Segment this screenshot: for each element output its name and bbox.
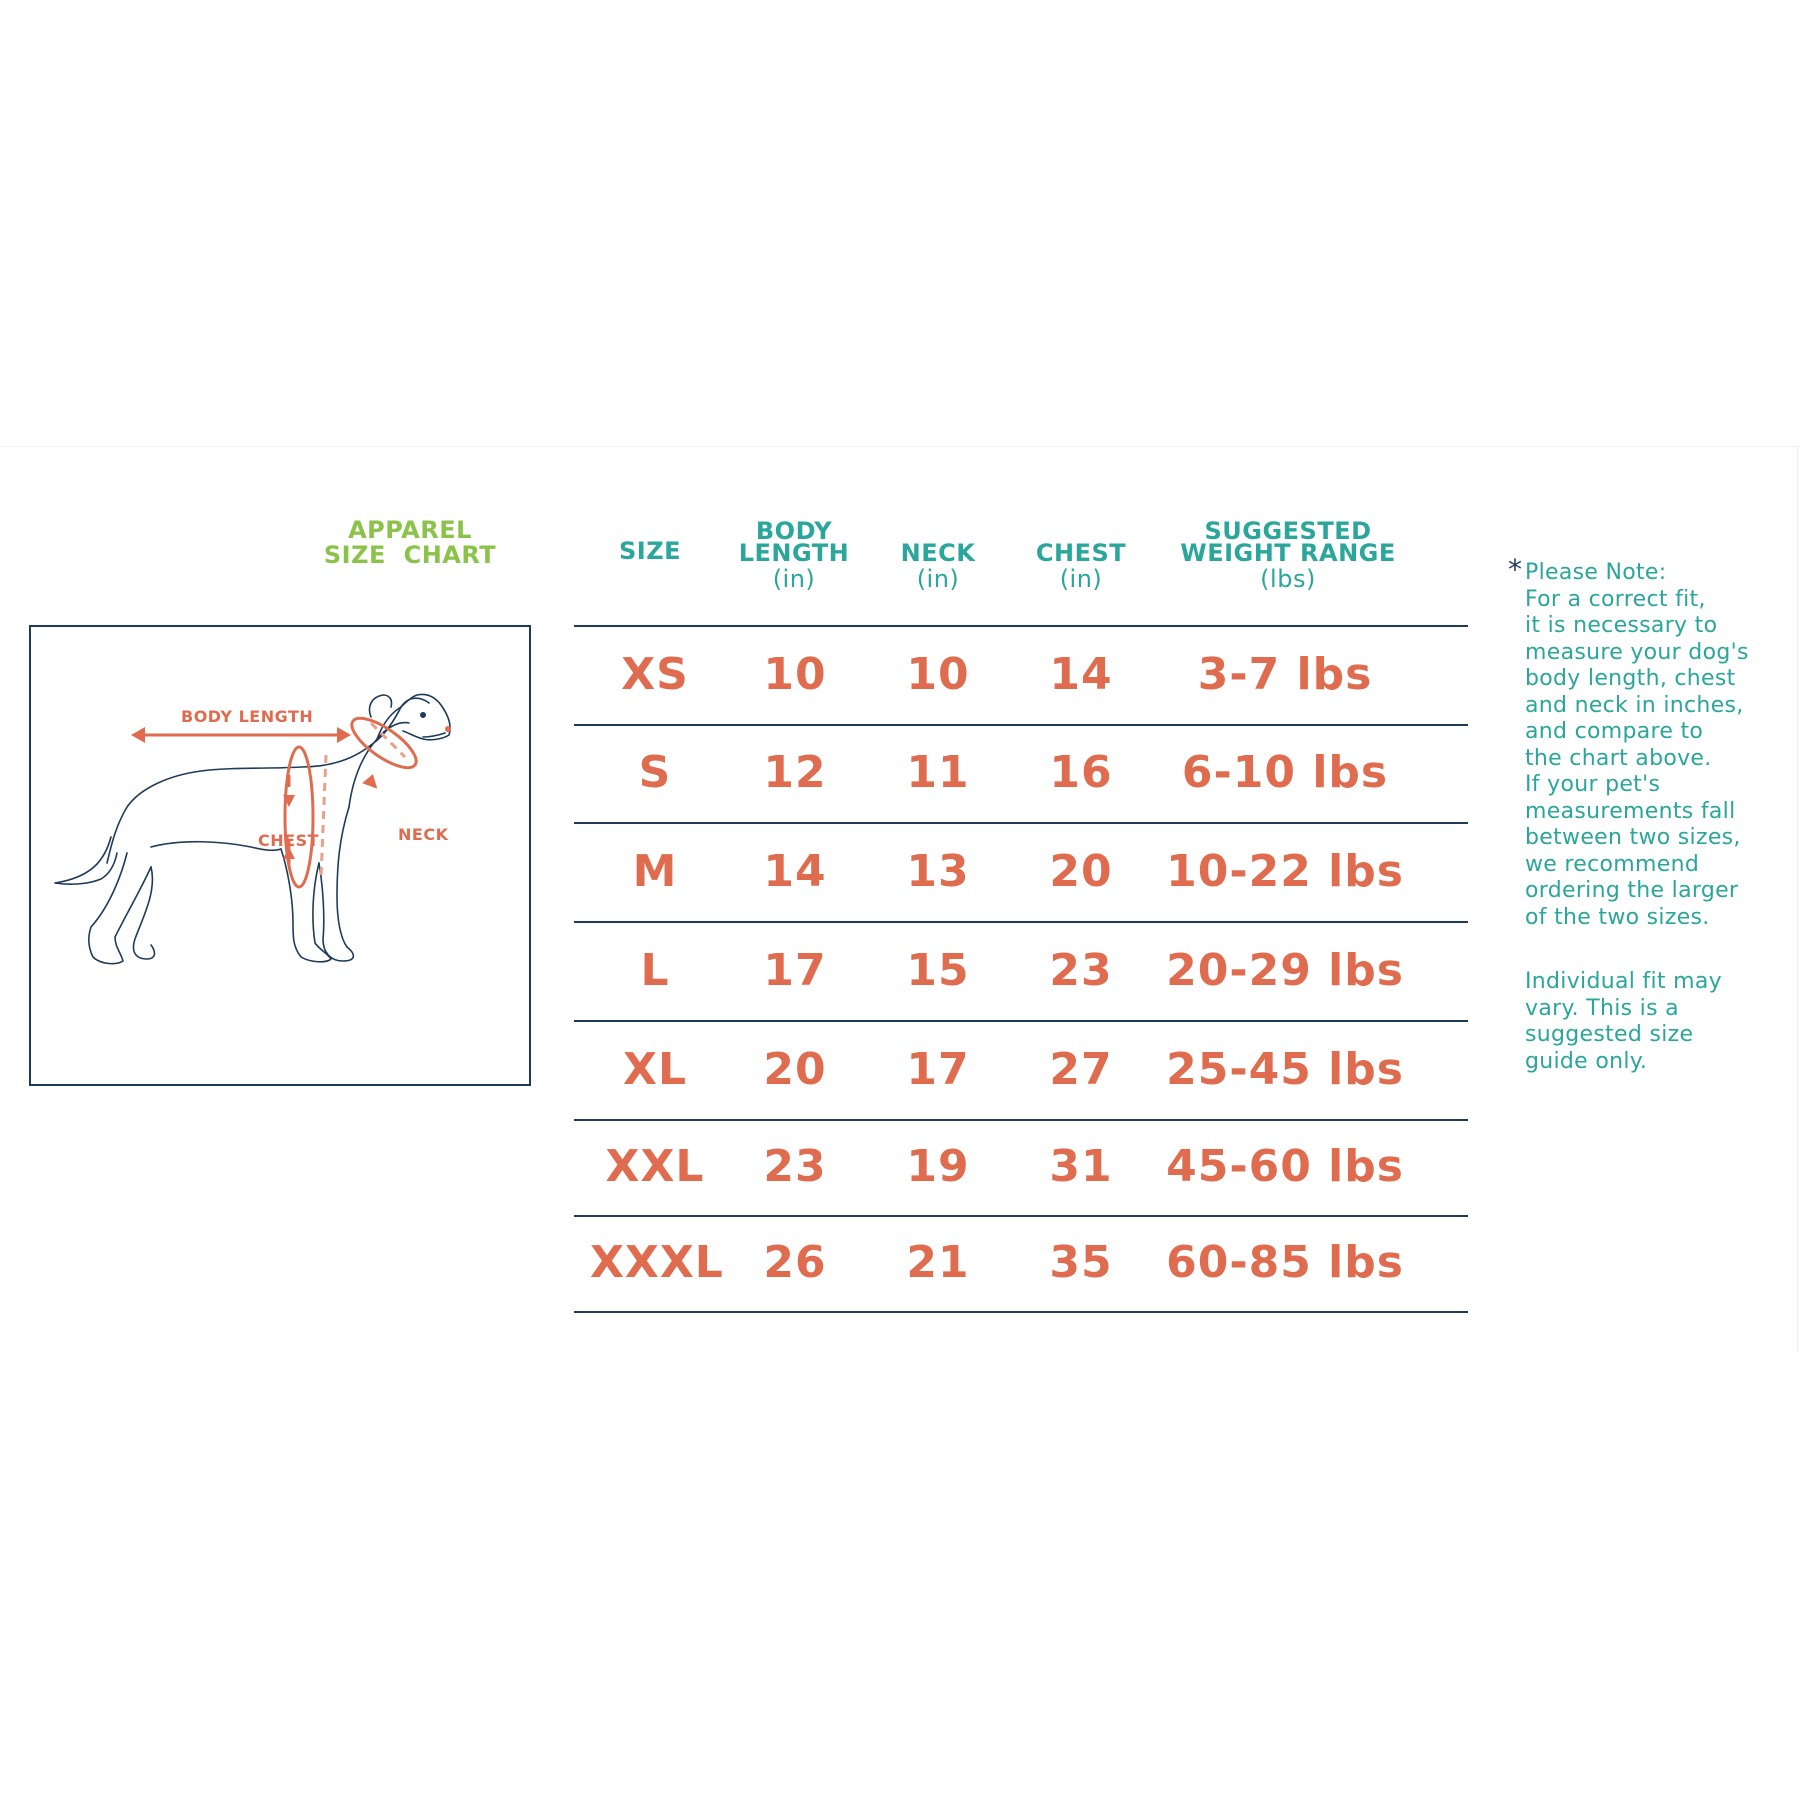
- cell-body-length: 17: [763, 944, 827, 996]
- apparel-title-line-1: APPAREL: [348, 516, 472, 544]
- cell-size: XXL: [605, 1141, 705, 1192]
- note-line: measurements fall: [1525, 798, 1736, 824]
- cell-body-length: 12: [763, 747, 827, 798]
- note-line: the chart above.: [1525, 745, 1712, 771]
- cell-weight: 6-10 lbs: [1181, 747, 1389, 798]
- cell-neck: 17: [906, 1043, 970, 1095]
- cell-body-length: 26: [763, 1237, 827, 1288]
- cell-body-length: 14: [763, 845, 827, 897]
- chest-loop: [283, 747, 313, 887]
- apparel-title-line-2: SIZE CHART: [323, 541, 497, 569]
- disclaimer-line: suggested size: [1525, 1022, 1694, 1047]
- note-line: of the two sizes.: [1525, 904, 1710, 930]
- cell-size: L: [640, 944, 670, 996]
- neck-loop: [345, 710, 423, 794]
- cell-neck: 19: [906, 1141, 970, 1192]
- header-weight-label: SUGGESTED WEIGHT RANGE: [1180, 517, 1396, 567]
- table-row-divider: [574, 1215, 1468, 1217]
- table-row-divider: [574, 822, 1468, 824]
- header-body-length-label: BODY LENGTH: [738, 517, 850, 567]
- header-weight-unit: (lbs): [1260, 565, 1316, 593]
- note-line: body length, chest: [1525, 666, 1736, 691]
- cell-body-length: 10: [763, 648, 827, 700]
- note-line: it is necessary to: [1525, 613, 1718, 638]
- header-chest: [1022, 539, 1140, 594]
- table-row-divider: [574, 1311, 1468, 1313]
- cell-neck: 10: [906, 648, 970, 700]
- cell-size: XS: [621, 648, 689, 700]
- table-row-divider: [574, 625, 1468, 627]
- header-body-length: [722, 517, 866, 594]
- header-chest-label: CHEST: [1035, 539, 1127, 567]
- note-line: For a correct fit,: [1525, 586, 1706, 612]
- cell-chest: 20: [1049, 845, 1113, 897]
- cell-neck: 15: [906, 944, 970, 996]
- cell-weight: 25-45 lbs: [1166, 1043, 1404, 1095]
- chest-dashed-line: [321, 755, 326, 877]
- chest-label: CHEST: [258, 831, 319, 850]
- section-top-divider: [0, 446, 1800, 447]
- cell-weight: 60-85 lbs: [1166, 1237, 1404, 1288]
- body-length-label: BODY LENGTH: [181, 707, 314, 726]
- cell-chest: 31: [1049, 1141, 1113, 1192]
- note-line: we recommend: [1525, 851, 1700, 877]
- cell-size: M: [632, 845, 678, 897]
- note-line: between two sizes,: [1525, 825, 1741, 850]
- note-line: and neck in inches,: [1525, 692, 1744, 718]
- header-neck: [880, 539, 996, 594]
- note-asterisk: *: [1508, 553, 1523, 586]
- disclaimer-line: vary. This is a: [1525, 995, 1679, 1021]
- note-line: If your pet's: [1525, 772, 1661, 797]
- table-row-divider: [574, 1020, 1468, 1022]
- cell-chest: 27: [1049, 1043, 1113, 1095]
- note-line: and compare to: [1525, 719, 1704, 744]
- table-row-divider: [574, 921, 1468, 923]
- header-weight-range: [1168, 517, 1408, 594]
- neck-label: NECK: [398, 825, 449, 844]
- note-text: [1525, 560, 1795, 931]
- apparel-size-chart-title: [300, 518, 520, 568]
- note-line: Please Note:: [1525, 560, 1667, 585]
- header-neck-label: NECK: [900, 539, 976, 567]
- header-size-label: SIZE: [618, 537, 681, 565]
- header-body-length-unit: (in): [772, 565, 816, 593]
- cell-body-length: 23: [763, 1141, 827, 1192]
- table-row-divider: [574, 1119, 1468, 1121]
- cell-neck: 13: [906, 845, 970, 897]
- cell-neck: 11: [906, 747, 970, 798]
- cell-weight: 10-22 lbs: [1166, 845, 1404, 897]
- cell-chest: 14: [1049, 648, 1113, 700]
- body-length-arrow: [131, 727, 351, 743]
- dog-measurement-diagram: [29, 625, 531, 1086]
- header-neck-unit: (in): [916, 565, 960, 593]
- cell-size: XXXL: [590, 1237, 724, 1288]
- cell-chest: 35: [1049, 1237, 1113, 1288]
- cell-weight: 20-29 lbs: [1166, 944, 1404, 996]
- cell-neck: 21: [906, 1237, 970, 1288]
- section-right-divider: [1797, 446, 1798, 1352]
- header-chest-unit: (in): [1059, 565, 1103, 593]
- cell-size: S: [638, 747, 672, 798]
- cell-body-length: 20: [763, 1043, 827, 1095]
- disclaimer-line: guide only.: [1525, 1048, 1648, 1074]
- header-size: [600, 537, 700, 565]
- cell-chest: 16: [1049, 747, 1113, 798]
- table-row-divider: [574, 724, 1468, 726]
- note-line: ordering the larger: [1525, 878, 1739, 903]
- please-note-block: [1508, 553, 1795, 1075]
- note-line: measure your dog's: [1525, 639, 1749, 665]
- dog-illustration: [31, 627, 529, 1084]
- disclaimer-text: [1525, 969, 1795, 1075]
- disclaimer-line: Individual fit may: [1525, 969, 1722, 994]
- cell-size: XL: [623, 1043, 687, 1095]
- cell-chest: 23: [1049, 944, 1113, 996]
- cell-weight: 45-60 lbs: [1166, 1141, 1404, 1192]
- cell-weight: 3-7 lbs: [1197, 648, 1373, 700]
